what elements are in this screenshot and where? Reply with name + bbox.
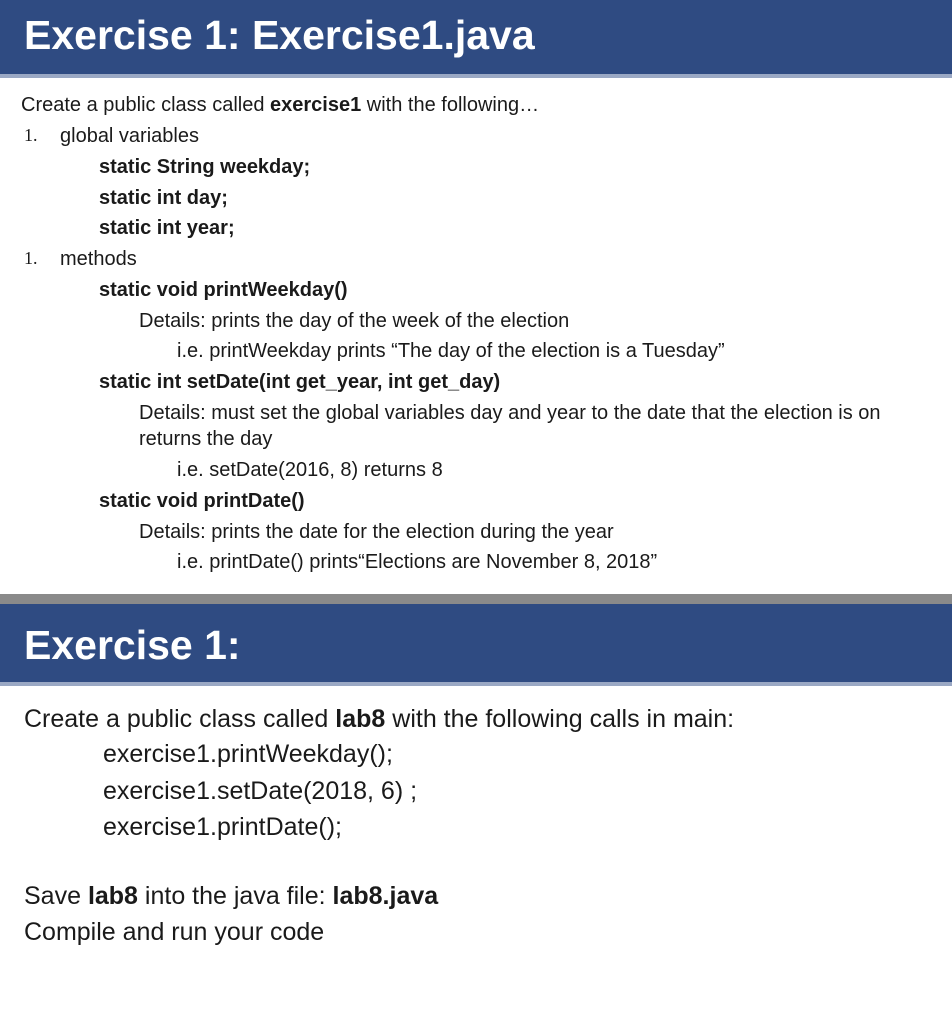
intro-pre: Create a public class called bbox=[24, 705, 336, 733]
slide-divider bbox=[0, 594, 952, 604]
intro-classname: lab8 bbox=[335, 705, 386, 733]
method-signature-printdate: static void printDate() bbox=[99, 490, 305, 512]
section-label-global-variables: global variables bbox=[60, 125, 199, 147]
intro-classname: exercise1 bbox=[270, 94, 362, 116]
save-classname: lab8 bbox=[87, 882, 138, 910]
intro-post: with the following calls in main: bbox=[385, 705, 735, 733]
section-number: 1. bbox=[24, 125, 38, 145]
slide-title: Exercise 1: Exercise1.java bbox=[24, 12, 535, 58]
title-bar bbox=[0, 604, 952, 686]
call-setdate: exercise1.setDate(2018, 6) ; bbox=[103, 777, 418, 805]
call-printdate: exercise1.printDate(); bbox=[103, 813, 342, 841]
intro-post: with the following… bbox=[361, 94, 540, 116]
method-example: i.e. printWeekday prints “The day of the election is a Tuesday” bbox=[177, 340, 725, 362]
method-details: Details: must set the global variables day and year to the date that the election is on bbox=[139, 402, 881, 424]
compile-instruction: Compile and run your code bbox=[24, 918, 325, 946]
save-instruction bbox=[24, 881, 438, 911]
slide-exercise1-main bbox=[0, 604, 952, 1024]
variable-day: static int day; bbox=[99, 187, 228, 209]
title-bar bbox=[0, 0, 952, 78]
section-label-methods: methods bbox=[60, 248, 137, 270]
intro-text bbox=[24, 704, 734, 734]
save-pre: Save bbox=[24, 882, 88, 910]
method-signature-setdate: static int setDate(int get_year, int get_day) bbox=[99, 371, 501, 393]
call-printweekday: exercise1.printWeekday(); bbox=[103, 740, 393, 768]
method-details: Details: prints the day of the week of the election bbox=[139, 310, 570, 332]
intro-text bbox=[21, 93, 539, 117]
save-mid: into the java file: bbox=[137, 882, 333, 910]
variable-weekday: static String weekday; bbox=[99, 156, 311, 178]
method-details-continued: returns the day bbox=[139, 428, 273, 450]
section-number: 1. bbox=[24, 248, 38, 268]
method-details: Details: prints the date for the election during the year bbox=[139, 521, 614, 543]
method-example: i.e. printDate() prints“Elections are November 8, 2018” bbox=[177, 551, 658, 573]
intro-pre: Create a public class called bbox=[21, 94, 271, 116]
variable-year: static int year; bbox=[99, 217, 235, 239]
method-example: i.e. setDate(2016, 8) returns 8 bbox=[177, 459, 443, 481]
slide-title: Exercise 1: bbox=[24, 622, 241, 668]
save-filename: lab8.java bbox=[332, 882, 439, 910]
method-signature-printweekday: static void printWeekday() bbox=[99, 279, 348, 301]
